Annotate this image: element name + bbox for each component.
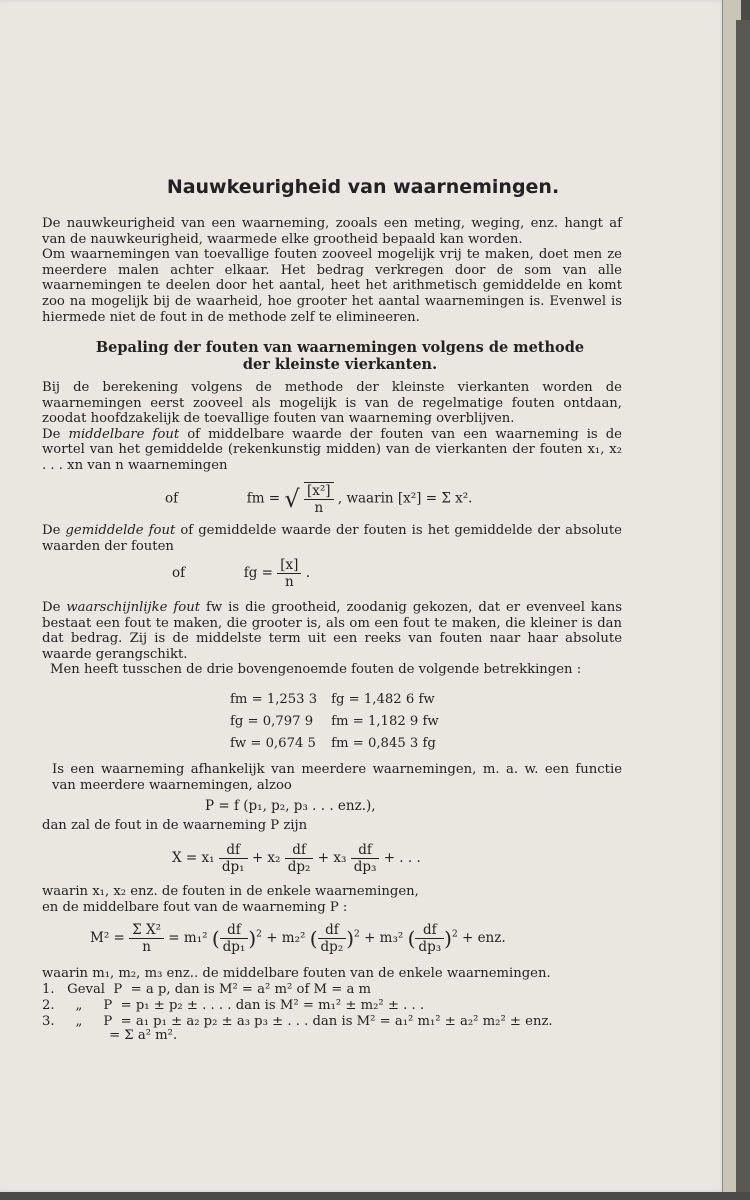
paragraph-g: dan zal de fout in de waarneming P zijn xyxy=(42,818,308,833)
paragraph-c: De gemiddelde fout of gemiddelde waarde der fouten is het gemiddelde der absolute waarden der fouten xyxy=(42,523,622,554)
relations-row: fm = 1,253 3 fg = 1,482 6 fw xyxy=(230,692,435,707)
paragraph-function xyxy=(42,762,622,793)
case-2: 2. „ P = p₁ ± p₂ ± . . . . dan is M² = m₁² ± m₂² ± . . . xyxy=(42,998,425,1013)
book-spine xyxy=(736,20,750,1192)
paragraph-probable-error xyxy=(42,600,622,678)
page-title: Nauwkeurigheid van waarnemingen. xyxy=(166,176,560,198)
relations-table xyxy=(222,688,447,756)
intro-text xyxy=(42,216,622,325)
section-heading-line-2: der kleinste vierkanten. xyxy=(242,356,438,373)
relations-row: fw = 0,674 5 fm = 0,845 3 fg xyxy=(230,736,436,751)
case-3: 3. „ P = a₁ p₁ ± a₂ p₂ ± a₃ p₃ ± . . . dan is M² = a₁² m₁² ± a₂² m₂² ± enz. xyxy=(42,1014,553,1029)
paragraph-d: De waarschijnlijke fout fw is die grootheid, zoodanig gekozen, dat er evenveel kans bestaat een fout te maken, die grooter is, als om een fout te maken, die kleiner is dan dat bedrag. Zij is de middelste term uit een reeks van fouten naar haar absolute waarde gerangschikt. xyxy=(42,600,622,662)
relations-row: fg = 0,797 9 fm = 1,182 9 fw xyxy=(230,714,439,729)
paragraph-h1: waarin x₁, x₂ enz. de fouten in de enkele waarnemingen, xyxy=(42,884,419,899)
case-1: 1. Geval P = a p, dan is M² = a² m² of M = a m xyxy=(42,982,372,997)
case-3-continued: = Σ a² m². xyxy=(42,1028,178,1043)
formula-fg-fraction: $\frac{[x]}{n}$ xyxy=(277,557,301,590)
section-heading-line-1: Bepaling der fouten van waarnemingen volgens de methode xyxy=(95,339,585,356)
formula-p: P = f (p₁, p₂, p₃ . . . enz.), xyxy=(205,798,376,814)
formula-fm xyxy=(165,482,472,516)
formula-fg: of fg = $\frac{[x]}{n}$ . xyxy=(172,557,311,590)
formula-m2: M² = $\frac{\text{Σ X²}}{n}$ = m₁² ( $\frac{df}{\text{dp₁}}$ )$^2$ + m₂² ( $\frac{df}{\text{dp₂}}$ )$^2$ + m₃² ( $\frac{df}{\text{dp₃}}$ )$^2$ + enz. xyxy=(90,922,506,955)
intro-paragraph-1: De nauwkeurigheid van een waarneming, zooals een meting, weging, enz. hangt af van de nauwkeurigheid, waarmede elke grootheid bepaald kan worden. xyxy=(42,216,622,247)
intro-paragraph-2: Om waarnemingen van toevallige fouten zooveel mogelijk vrij te maken, doet men ze meerdere malen achter elkaar. Het bedrag verkregen door de som van alle waarnemingen te deelen door het aantal, heet het arithmetisch gemiddelde en komt zoo na mogelijk bij de waarheid, hoe grooter het aantal waarnemingen is. Evenwel is hiermede niet de fout in de methode zelf te elimineeren. xyxy=(42,247,622,325)
section-heading xyxy=(70,339,610,373)
paragraph-h2: en de middelbare fout van de waarneming P : xyxy=(42,900,348,915)
formula-fm-fraction: $\frac{\text{[x²]}}{n}$ xyxy=(304,482,334,516)
paragraph-a: Bij de berekening volgens de methode der kleinste vierkanten worden de waarnemingen eerst zooveel als mogelijk is van de regelmatige fouten ontdaan, zoodat hoofdzakelijk de toevallige fouten van waarneming overblijven. xyxy=(42,380,622,427)
paragraph-f: Is een waarneming afhankelijk van meerdere waarnemingen, m. a. w. een functie van meerdere waarnemingen, alzoo xyxy=(52,762,622,793)
formula-of: of xyxy=(165,490,179,507)
paragraph-mean-error xyxy=(42,523,622,554)
paragraph-i: waarin m₁, m₂, m₃ enz.. de middelbare fouten van de enkele waarnemingen. xyxy=(42,966,551,981)
paragraph-b: De middelbare fout of middelbare waarde der fouten van een waarneming is de wortel van het gemiddelde (rekenkunstig midden) van de vierkanten der fouten x₁, x₂ . . . xn van n waarnemingen xyxy=(42,426,622,473)
formula-fm-lhs: fm = xyxy=(246,490,281,507)
formula-fm-tail: , waarin [x²] = Σ x². xyxy=(337,490,473,507)
paragraph-e: Men heeft tusschen de drie bovengenoemde fouten de volgende betrekkingen : xyxy=(50,662,582,678)
paragraph-least-squares xyxy=(42,380,622,474)
sqrt-symbol: √ xyxy=(284,485,300,513)
formula-x: X = x₁ $\frac{df}{\text{dp₁}}$ + x₂ $\frac{df}{\text{dp₂}}$ + x₃ $\frac{df}{\text{dp₃}}$ + . . . xyxy=(172,842,421,875)
